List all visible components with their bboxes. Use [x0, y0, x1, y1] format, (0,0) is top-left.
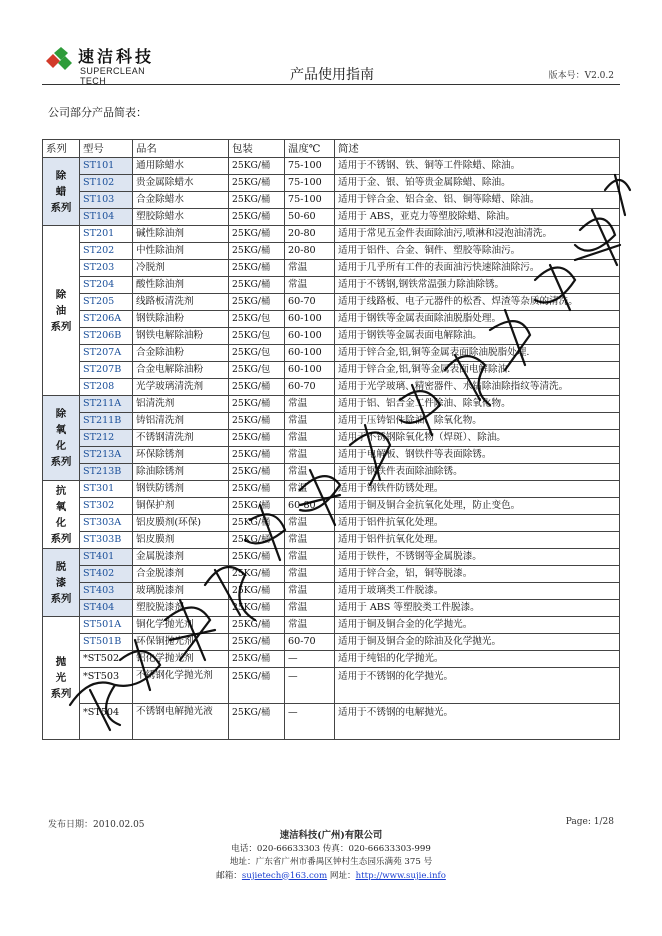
description-cell: 适用于纯铝的化学抛光。 — [335, 651, 620, 668]
model-cell: ST207B — [80, 362, 133, 379]
table-row — [43, 277, 620, 294]
description-cell: 适用于铜及铜合金抗氧化处理，防止变色。 — [335, 498, 620, 515]
table-row — [43, 158, 620, 175]
package-cell: 25KG/包 — [229, 345, 285, 362]
name-cell: 不锈钢清洗剂 — [133, 430, 229, 447]
name-cell: 塑胶除蜡水 — [133, 209, 229, 226]
description-cell: 适用于铝、铝合金工件除油、除氧化物。 — [335, 396, 620, 413]
model-cell: ST211B — [80, 413, 133, 430]
name-cell: 铸铝清洗剂 — [133, 413, 229, 430]
table-row — [43, 549, 620, 566]
table-row — [43, 515, 620, 532]
model-cell: ST501A — [80, 617, 133, 634]
description-cell: 适用于铜及铜合金的除油及化学抛光。 — [335, 634, 620, 651]
name-cell: 冷脱剂 — [133, 260, 229, 277]
name-cell: 不锈钢化学抛光剂 — [133, 668, 229, 704]
table-row — [43, 430, 620, 447]
package-cell: 25KG/桶 — [229, 704, 285, 740]
name-cell: 碱性除油剂 — [133, 226, 229, 243]
table-row — [43, 396, 620, 413]
description-cell: 适用于不锈钢的化学抛光。 — [335, 668, 620, 704]
publish-date: 发布日期：2010.02.05 — [48, 820, 145, 830]
table-header-row — [43, 140, 620, 158]
name-cell: 钢铁防锈剂 — [133, 481, 229, 498]
name-cell: 酸性除油剂 — [133, 277, 229, 294]
name-cell: 钢铁电解除油粉 — [133, 328, 229, 345]
table-body — [43, 158, 620, 740]
header-model: 型号 — [80, 140, 133, 158]
table-row — [43, 345, 620, 362]
table-row — [43, 704, 620, 740]
description-cell: 适用于金、银、铂等贵金属除蜡、除油。 — [335, 175, 620, 192]
temperature-cell: 60-70 — [285, 294, 335, 311]
temperature-cell: 50-60 — [285, 209, 335, 226]
table-row — [43, 328, 620, 345]
temperature-cell: 常温 — [285, 260, 335, 277]
temperature-cell: 常温 — [285, 277, 335, 294]
description-cell: 适用于钢铁件防锈处理。 — [335, 481, 620, 498]
header-name: 品名 — [133, 140, 229, 158]
description-cell: 适用于不锈钢、铁、铜等工件除蜡、除油。 — [335, 158, 620, 175]
name-cell: 环保铜抛光剂 — [133, 634, 229, 651]
package-cell: 25KG/桶 — [229, 430, 285, 447]
model-cell: ST213B — [80, 464, 133, 481]
model-cell: ST103 — [80, 192, 133, 209]
web-label: 网址： — [329, 870, 356, 881]
model-cell: ST201 — [80, 226, 133, 243]
temperature-cell: 常温 — [285, 600, 335, 617]
header-package: 包装 — [229, 140, 285, 158]
table-row — [43, 532, 620, 549]
table-row — [43, 634, 620, 651]
logo-english-name: SUPERCLEAN TECH — [80, 66, 146, 86]
temperature-cell: 常温 — [285, 515, 335, 532]
table-row — [43, 209, 620, 226]
table-row — [43, 583, 620, 600]
name-cell: 贵金属除蜡水 — [133, 175, 229, 192]
package-cell: 25KG/桶 — [229, 226, 285, 243]
package-cell: 25KG/桶 — [229, 498, 285, 515]
header-temperature: 温度℃ — [285, 140, 335, 158]
package-cell: 25KG/桶 — [229, 515, 285, 532]
table-row — [43, 311, 620, 328]
package-cell: 25KG/桶 — [229, 209, 285, 226]
header-divider — [42, 84, 620, 85]
temperature-cell: 常温 — [285, 481, 335, 498]
name-cell: 塑胶脱漆剂 — [133, 600, 229, 617]
footer-address: 地址：广东省广州市番禺区钟村生态园乐满苑 375 号 — [229, 857, 433, 867]
package-cell: 25KG/桶 — [229, 668, 285, 704]
name-cell: 合金电解除油粉 — [133, 362, 229, 379]
table-row — [43, 668, 620, 704]
temperature-cell: 常温 — [285, 532, 335, 549]
name-cell: 铜保护剂 — [133, 498, 229, 515]
temperature-cell: 常温 — [285, 413, 335, 430]
temperature-cell: 60-70 — [285, 379, 335, 396]
product-table — [42, 139, 620, 740]
package-cell: 25KG/桶 — [229, 243, 285, 260]
description-cell: 适用于锌合金，铝，铜等脱漆。 — [335, 566, 620, 583]
temperature-cell: 75-100 — [285, 175, 335, 192]
package-cell: 25KG/桶 — [229, 379, 285, 396]
description-cell: 适用于钢铁等金属表面电解除油。 — [335, 328, 620, 345]
description-cell: 适用于铝件、合金、铜件、塑胶等除油污。 — [335, 243, 620, 260]
description-cell: 适用于钢铁件表面除油除锈。 — [335, 464, 620, 481]
name-cell: 铝皮膜剂(环保) — [133, 515, 229, 532]
temperature-cell: 常温 — [285, 549, 335, 566]
package-cell: 25KG/包 — [229, 362, 285, 379]
package-cell: 25KG/桶 — [229, 481, 285, 498]
table-row — [43, 379, 620, 396]
email-link[interactable]: sujietech@163.com — [241, 870, 328, 881]
model-cell: ST401 — [80, 549, 133, 566]
table-row — [43, 362, 620, 379]
description-cell: 适用于不锈钢除氧化物（焊斑）、除油。 — [335, 430, 620, 447]
temperature-cell: — — [285, 668, 335, 704]
website-link[interactable]: http://www.sujie.info — [355, 870, 446, 881]
model-cell: ST207A — [80, 345, 133, 362]
series-cell: 除 蜡 系列 — [43, 158, 80, 226]
table-row — [43, 600, 620, 617]
description-cell: 适用于线路板、电子元器件的松香、焊渣等杂质的清洗。 — [335, 294, 620, 311]
description-cell: 适用于玻璃类工件脱漆。 — [335, 583, 620, 600]
name-cell: 铝化学抛光剂 — [133, 651, 229, 668]
table-row — [43, 498, 620, 515]
package-cell: 25KG/桶 — [229, 634, 285, 651]
temperature-cell: 60-70 — [285, 634, 335, 651]
name-cell: 环保除锈剂 — [133, 447, 229, 464]
name-cell: 金属脱漆剂 — [133, 549, 229, 566]
table-row — [43, 192, 620, 209]
package-cell: 25KG/包 — [229, 311, 285, 328]
temperature-cell: 常温 — [285, 430, 335, 447]
model-cell: *ST503 — [80, 668, 133, 704]
package-cell: 25KG/桶 — [229, 464, 285, 481]
footer-links — [0, 870, 662, 884]
header-description: 简述 — [335, 140, 620, 158]
header-series: 系列 — [43, 140, 80, 158]
description-cell: 适用于铁件，不锈钢等金属脱漆。 — [335, 549, 620, 566]
model-cell: ST404 — [80, 600, 133, 617]
table-row — [43, 617, 620, 634]
package-cell: 25KG/包 — [229, 328, 285, 345]
package-cell: 25KG/桶 — [229, 532, 285, 549]
model-cell: ST202 — [80, 243, 133, 260]
document-title: 产品使用指南 — [290, 67, 374, 83]
model-cell: ST212 — [80, 430, 133, 447]
model-cell: ST101 — [80, 158, 133, 175]
temperature-cell: — — [285, 651, 335, 668]
package-cell: 25KG/桶 — [229, 175, 285, 192]
company-logo — [44, 44, 172, 86]
name-cell: 除油除锈剂 — [133, 464, 229, 481]
table-row — [43, 464, 620, 481]
package-cell: 25KG/桶 — [229, 583, 285, 600]
series-cell: 抗 氧 化 系列 — [43, 481, 80, 549]
description-cell: 适用于不锈钢的电解抛光。 — [335, 704, 620, 740]
temperature-cell: 常温 — [285, 617, 335, 634]
description-cell: 适用于光学玻璃、精密器件、水钻除油除指纹等清洗。 — [335, 379, 620, 396]
name-cell: 玻璃脱漆剂 — [133, 583, 229, 600]
temperature-cell: 75-100 — [285, 192, 335, 209]
name-cell: 钢铁除油粉 — [133, 311, 229, 328]
description-cell: 适用于 ABS，亚克力等塑胶除蜡、除油。 — [335, 209, 620, 226]
temperature-cell: 60-80 — [285, 498, 335, 515]
model-cell: ST102 — [80, 175, 133, 192]
page-number: Page: 1/28 — [565, 817, 614, 827]
series-cell: 除 氧 化 系列 — [43, 396, 80, 481]
temperature-cell: — — [285, 704, 335, 740]
name-cell: 通用除蜡水 — [133, 158, 229, 175]
logo-chinese-name: 速洁科技 — [78, 47, 155, 66]
package-cell: 25KG/桶 — [229, 277, 285, 294]
model-cell: ST501B — [80, 634, 133, 651]
intro-text: 公司部分产品简表： — [48, 106, 147, 119]
temperature-cell: 60-100 — [285, 311, 335, 328]
name-cell: 合金脱漆剂 — [133, 566, 229, 583]
description-cell: 适用于压铸铝件除油、除氧化物。 — [335, 413, 620, 430]
logo-mark-icon — [44, 47, 74, 73]
temperature-cell: 60-100 — [285, 328, 335, 345]
description-cell: 适用于 ABS 等塑胶类工件脱漆。 — [335, 600, 620, 617]
version-number: 版本号：V2.0.2 — [548, 71, 614, 81]
package-cell: 25KG/桶 — [229, 600, 285, 617]
model-cell: ST104 — [80, 209, 133, 226]
table-row — [43, 566, 620, 583]
description-cell: 适用于锌合金、铝合金、铝、铜等除蜡、除油。 — [335, 192, 620, 209]
temperature-cell: 60-100 — [285, 362, 335, 379]
description-cell: 适用于钢铁等金属表面除油脱脂处理。 — [335, 311, 620, 328]
table-row — [43, 226, 620, 243]
description-cell: 适用于锌合金,铝,铜等金属表面除油脱脂处理. — [335, 345, 620, 362]
series-cell: 抛 光 系列 — [43, 617, 80, 740]
description-cell: 适用于几乎所有工件的表面油污快速除油除污。 — [335, 260, 620, 277]
model-cell: ST208 — [80, 379, 133, 396]
model-cell: ST213A — [80, 447, 133, 464]
package-cell: 25KG/桶 — [229, 260, 285, 277]
model-cell: ST403 — [80, 583, 133, 600]
footer-contact — [0, 829, 662, 883]
package-cell: 25KG/桶 — [229, 294, 285, 311]
package-cell: 25KG/桶 — [229, 549, 285, 566]
temperature-cell: 常温 — [285, 447, 335, 464]
table-row — [43, 243, 620, 260]
temperature-cell: 60-100 — [285, 345, 335, 362]
table-row — [43, 260, 620, 277]
series-cell: 脱 漆 系列 — [43, 549, 80, 617]
description-cell: 适用于锌合金,铝,铜等金属表面电解除油. — [335, 362, 620, 379]
package-cell: 25KG/桶 — [229, 651, 285, 668]
footer-company: 速洁科技(广州)有限公司 — [279, 830, 383, 841]
model-cell: ST303A — [80, 515, 133, 532]
temperature-cell: 20-80 — [285, 226, 335, 243]
description-cell: 适用于铝件抗氧化处理。 — [335, 532, 620, 549]
package-cell: 25KG/桶 — [229, 566, 285, 583]
name-cell: 铜化学抛光剂 — [133, 617, 229, 634]
name-cell: 铝皮膜剂 — [133, 532, 229, 549]
description-cell: 适用于铝件抗氧化处理。 — [335, 515, 620, 532]
temperature-cell: 常温 — [285, 583, 335, 600]
name-cell: 光学玻璃清洗剂 — [133, 379, 229, 396]
table-row — [43, 294, 620, 311]
package-cell: 25KG/桶 — [229, 158, 285, 175]
name-cell: 铝清洗剂 — [133, 396, 229, 413]
model-cell: ST301 — [80, 481, 133, 498]
description-cell: 适用于铜及铜合金的化学抛光。 — [335, 617, 620, 634]
package-cell: 25KG/桶 — [229, 447, 285, 464]
package-cell: 25KG/桶 — [229, 413, 285, 430]
temperature-cell: 常温 — [285, 566, 335, 583]
description-cell: 适用于常见五金件表面除油污,喷淋和浸泡油清洗。 — [335, 226, 620, 243]
package-cell: 25KG/桶 — [229, 192, 285, 209]
package-cell: 25KG/桶 — [229, 396, 285, 413]
temperature-cell: 20-80 — [285, 243, 335, 260]
model-cell: ST302 — [80, 498, 133, 515]
email-label: 邮箱： — [216, 870, 242, 881]
description-cell: 适用于不锈钢,钢铁常温强力除油除锈。 — [335, 277, 620, 294]
model-cell: ST303B — [80, 532, 133, 549]
table-row — [43, 651, 620, 668]
name-cell: 合金除油粉 — [133, 345, 229, 362]
temperature-cell: 常温 — [285, 396, 335, 413]
footer-phone: 电话：020-66633303 传真：020-66633303-999 — [231, 843, 431, 854]
table-row — [43, 413, 620, 430]
name-cell: 合金除蜡水 — [133, 192, 229, 209]
temperature-cell: 常温 — [285, 464, 335, 481]
model-cell: ST205 — [80, 294, 133, 311]
model-cell: ST206A — [80, 311, 133, 328]
series-cell: 除 油 系列 — [43, 226, 80, 396]
description-cell: 适用于电解板、钢铁件等表面除锈。 — [335, 447, 620, 464]
name-cell: 不锈钢电解抛光液 — [133, 704, 229, 740]
name-cell: 线路板清洗剂 — [133, 294, 229, 311]
model-cell: *ST502 — [80, 651, 133, 668]
table-row — [43, 447, 620, 464]
table-row — [43, 481, 620, 498]
package-cell: 25KG/桶 — [229, 617, 285, 634]
model-cell: ST211A — [80, 396, 133, 413]
temperature-cell: 75-100 — [285, 158, 335, 175]
model-cell: *ST504 — [80, 704, 133, 740]
model-cell: ST206B — [80, 328, 133, 345]
model-cell: ST204 — [80, 277, 133, 294]
name-cell: 中性除油剂 — [133, 243, 229, 260]
model-cell: ST203 — [80, 260, 133, 277]
table-row — [43, 175, 620, 192]
model-cell: ST402 — [80, 566, 133, 583]
